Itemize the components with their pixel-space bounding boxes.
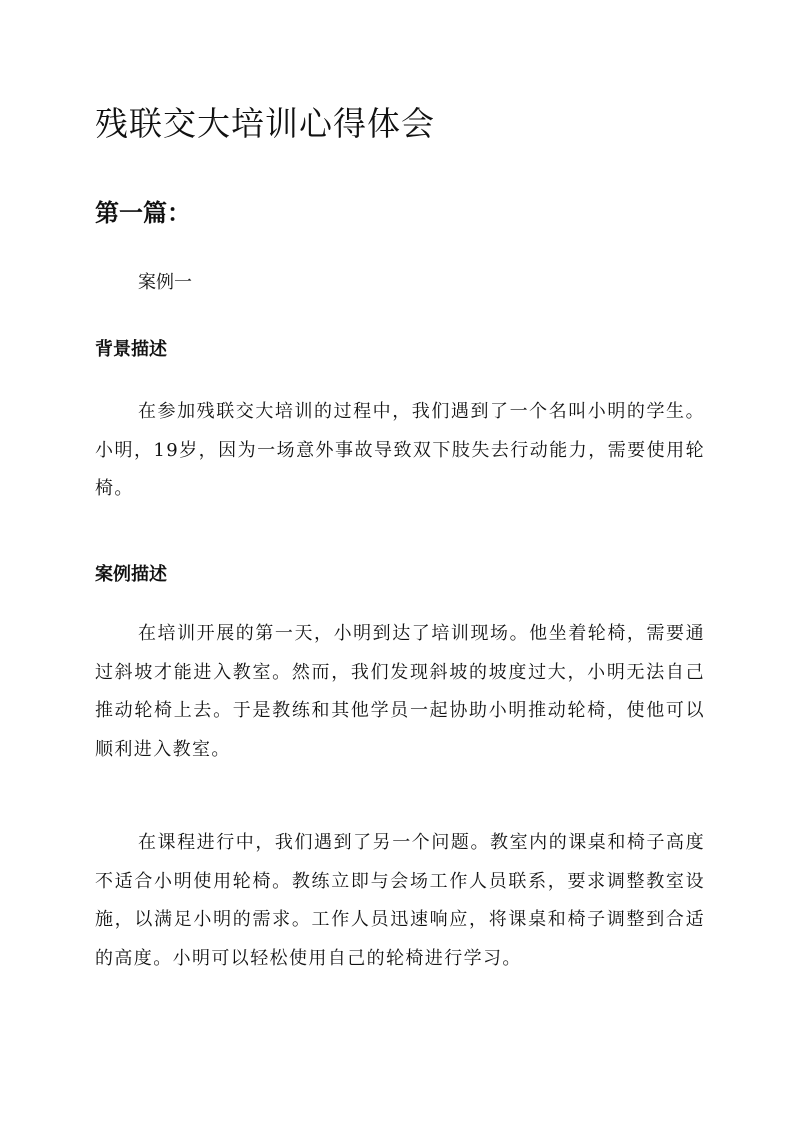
case-label: 案例一 [138, 272, 192, 293]
paragraph-background: 在参加残联交大培训的过程中，我们遇到了一个名叫小明的学生。小明，19岁，因为一场意外事故导致双下肢失去行动能力，需要使用轮椅。 [95, 401, 705, 499]
chapter-heading: 第一篇： [95, 198, 191, 227]
paragraph-case-classroom: 在课程进行中，我们遇到了另一个问题。教室内的课桌和椅子高度不适合小明使用轮椅。教练立即与会场工作人员联系，要求调整教室设施，以满足小明的需求。工作人员迅速响应，将课桌和椅子调整到合适的高度。小明可以轻松使用自己的轮椅进行学习。 [95, 832, 705, 969]
document-title: 残联交大培训心得体会 [95, 104, 435, 143]
section-heading-case: 案例描述 [95, 564, 167, 585]
section-heading-background: 背景描述 [95, 339, 167, 360]
paragraph-case-first-day: 在培训开展的第一天，小明到达了培训现场。他坐着轮椅，需要通过斜坡才能进入教室。然而，我们发现斜坡的坡度过大，小明无法自己推动轮椅上去。于是教练和其他学员一起协助小明推动轮椅，使他可以顺利进入教室。 [95, 623, 705, 760]
